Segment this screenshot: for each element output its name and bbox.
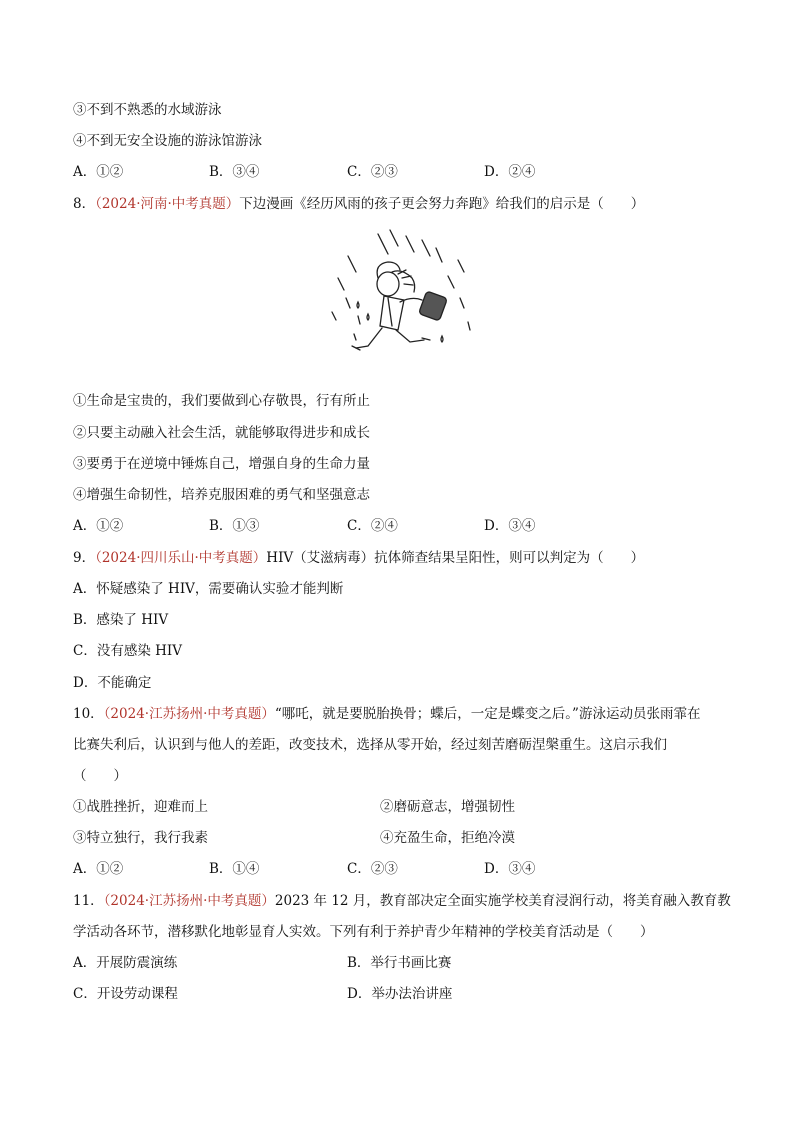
q11-stem-line-1: [73, 892, 731, 910]
rain-streak: [354, 334, 356, 340]
q11-option-b: B．举行书画比赛: [347, 955, 452, 971]
q7-option-c: C．②③: [347, 164, 398, 180]
q7-option-a: A．①②: [73, 164, 124, 180]
q11-stem-line-2: 学活动各环节，潜移默化地彰显育人实效。下列有利于养护青少年精神的学校美育活动是（ ）: [73, 924, 654, 940]
rain-streak: [406, 236, 414, 252]
q10-stem-line-3: （ ）: [73, 768, 127, 784]
raindrop: [367, 314, 369, 320]
raindrop: [357, 302, 359, 308]
q8-item-4: ④增强生命韧性，培养克服困难的勇气和坚强意志: [73, 487, 370, 503]
q10-option-b: B．①④: [209, 861, 260, 877]
q7-option-d: D．②④: [484, 164, 536, 180]
q8-stem-line: [73, 195, 644, 213]
q8-item-2: ②只要主动融入社会生活，就能够取得进步和成长: [73, 425, 370, 441]
rain-streak: [338, 278, 344, 290]
rain-streak: [358, 316, 360, 324]
q7-item-4: ④不到无安全设施的游泳馆游泳: [73, 133, 262, 149]
question-stem: 下边漫画《经历风雨的孩子更会努力奔跑》给我们的启示是（ ）: [239, 196, 645, 212]
rain-streak: [346, 298, 350, 308]
q7-item-3: ③不到不熟悉的水域游泳: [73, 102, 222, 118]
q10-item-1: ①战胜挫折，迎难而上: [73, 799, 208, 815]
q8-item-1: ①生命是宝贵的，我们要做到心存敬畏，行有所止: [73, 393, 370, 409]
q10-option-c: C．②③: [347, 861, 398, 877]
q9-option-d: D．不能确定: [73, 675, 152, 691]
child-leg-front: [396, 330, 424, 342]
question-source: （2024·河南·中考真题）: [95, 196, 240, 212]
q11-option-d: D．举办法治讲座: [347, 986, 453, 1002]
q8-option-c: C．②④: [347, 518, 398, 534]
cartoon-running-child-in-rain: [318, 226, 478, 376]
question-stem: HIV（艾滋病毒）抗体筛查结果呈阳性，则可以判定为（ ）: [266, 550, 645, 566]
q9-stem-line: [73, 549, 644, 567]
q8-option-a: A．①②: [73, 518, 124, 534]
rain-streak: [436, 248, 442, 262]
child-head: [377, 272, 399, 296]
question-stem: “哪吒，就是要脱胎换骨；蝶后，一定是蝶变之后。”游泳运动员张雨霏在: [274, 706, 701, 722]
q11-option-a: A．开展防震演练: [73, 955, 178, 971]
rain-streak: [378, 234, 388, 254]
question-number: 8．: [73, 196, 96, 212]
rain-streak: [390, 230, 398, 246]
q8-item-3: ③要勇于在逆境中锤炼自己，增强自身的生命力量: [73, 456, 370, 472]
q10-option-d: D．③④: [484, 861, 536, 877]
q10-stem-line-2: 比赛失利后，认识到与他人的差距，改变技术，选择从零开始，经过刻苦磨砺涅槃重生。这启示我们: [73, 737, 667, 753]
question-number: 11．: [73, 893, 104, 909]
question-stem: 2023 年 12 月，教育部决定全面实施学校美育浸润行动，将美育融入教育教: [274, 893, 731, 909]
q11-option-c: C．开设劳动课程: [73, 986, 178, 1002]
q10-item-2: ②磨砺意志，增强韧性: [380, 799, 515, 815]
schoolbag: [419, 291, 448, 321]
q10-stem-line-1: [73, 705, 700, 723]
q8-option-b: B．①③: [209, 518, 260, 534]
rain-streak: [422, 240, 430, 256]
rain-streak: [458, 260, 464, 272]
question-source: （2024·四川乐山·中考真题）: [95, 550, 267, 566]
rain-streak: [348, 256, 356, 272]
q7-option-b: B．③④: [209, 164, 260, 180]
q10-item-4: ④充盈生命，拒绝冷漠: [380, 830, 515, 846]
rain-streak: [448, 276, 454, 288]
child-leg-back: [356, 328, 382, 348]
q10-item-3: ③特立独行，我行我素: [73, 830, 208, 846]
rain-streak: [460, 298, 464, 308]
q9-option-c: C．没有感染 HIV: [73, 643, 182, 659]
q9-option-b: B．感染了 HIV: [73, 612, 169, 628]
question-source: （2024·江苏扬州·中考真题）: [103, 706, 275, 722]
question-number: 10．: [73, 706, 104, 722]
q8-option-d: D．③④: [484, 518, 536, 534]
rain-streak: [332, 312, 336, 320]
raindrop: [441, 336, 443, 342]
rain-streak: [468, 322, 470, 330]
question-number: 9．: [73, 550, 96, 566]
q10-option-a: A．①②: [73, 861, 124, 877]
question-source: （2024·江苏扬州·中考真题）: [103, 893, 275, 909]
q9-option-a: A．怀疑感染了 HIV，需要确认实验才能判断: [73, 581, 344, 597]
